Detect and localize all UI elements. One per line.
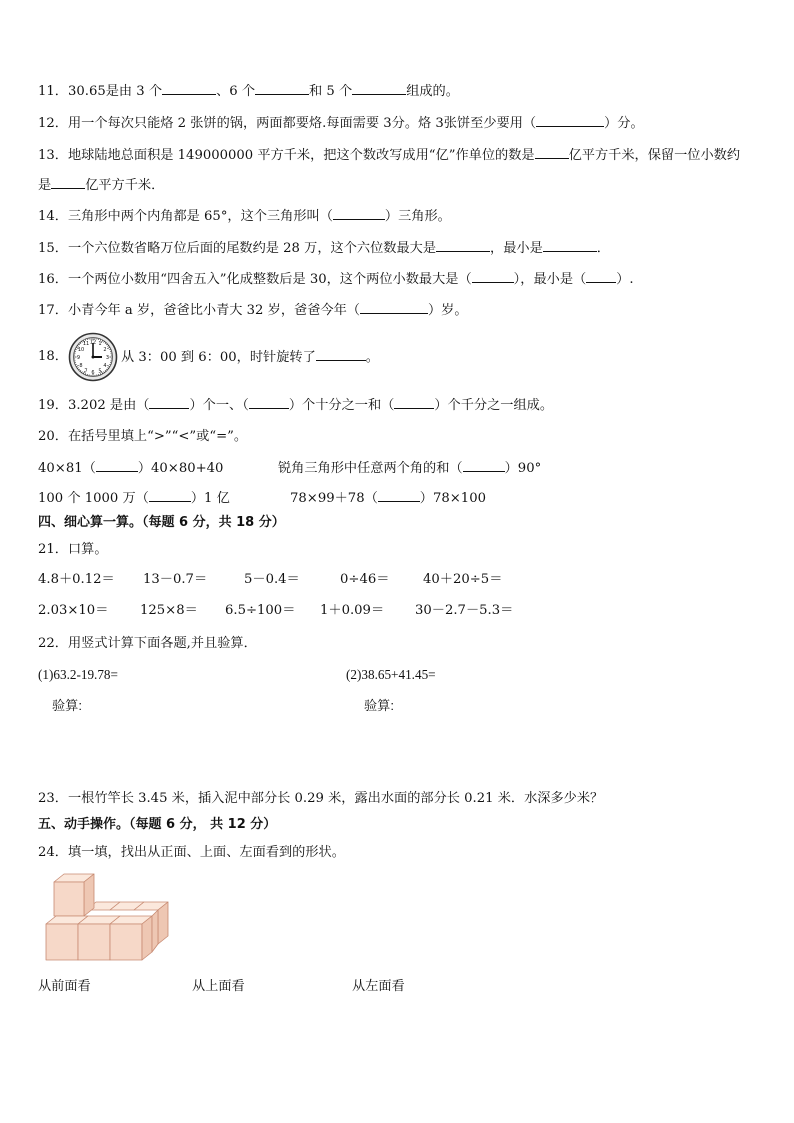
vertical-calc-1: (1)63.2-19.78= (38, 667, 118, 682)
answer-blank[interactable] (536, 114, 604, 127)
compare-item: 100 个 1000 万（ ）1 亿 (38, 491, 230, 506)
view-front-label: 从前面看 (38, 979, 91, 994)
mental-calc-item: 1＋0.09＝ (320, 603, 385, 618)
question-11: 11．30.65是由 3 个 、6 个 和 5 个 组成的。 (38, 84, 459, 99)
svg-text:10: 10 (77, 347, 85, 353)
answer-blank[interactable] (51, 176, 85, 189)
clock-icon (68, 332, 118, 382)
svg-text:9: 9 (76, 355, 81, 361)
answer-blank[interactable] (333, 207, 385, 220)
mental-calc-item: 125×8＝ (140, 603, 198, 618)
compare-item: 78×99＋78（ ）78×100 (290, 491, 486, 506)
question-12: 12．用一个每次只能烙 2 张饼的锅，两面都要烙.每面需要 3分。烙 3张饼至少要用（ ）分。 (38, 116, 644, 131)
answer-blank[interactable] (249, 396, 289, 409)
view-top-label: 从上面看 (192, 979, 245, 994)
mental-calc-item: 4.8＋0.12＝ (38, 572, 115, 587)
mental-calc-item: 5－0.4＝ (244, 572, 300, 587)
vertical-calc-2: (2)38.65+41.45= (346, 667, 436, 682)
question-14: 14．三角形中两个内角都是 65°，这个三角形叫（ ）三角形。 (38, 209, 451, 224)
question-16: 16．一个两位小数用“四舍五入”化成整数后是 30，这个两位小数最大是（ ），最小是（ ）. (38, 272, 634, 287)
question-23: 23．一根竹竿长 3.45 米，插入泥中部分长 0.29 米，露出水面的部分长 0.21 米．水深多少米？ (38, 791, 604, 806)
answer-blank[interactable] (535, 146, 569, 159)
check-label-2: 验算: (364, 698, 395, 713)
question-19: 19．3.202 是由（ ）个一、（ ）个十分之一和（ ）个千分之一组成。 (38, 398, 554, 413)
question-24-title: 24．填一填，找出从正面、上面、左面看到的形状。 (38, 845, 345, 860)
answer-blank[interactable] (352, 82, 406, 95)
view-left-label: 从左面看 (352, 979, 405, 994)
question-18-number: 18． (38, 349, 68, 364)
answer-blank[interactable] (316, 348, 366, 361)
svg-text:1: 1 (98, 341, 102, 347)
mental-calc-item: 2.03×10＝ (38, 603, 109, 618)
section-5-heading: 五、动手操作。（每题 6 分， 共 12 分） (38, 817, 277, 832)
question-18: 从 3：00 到 6：00，时针旋转了 。 (121, 350, 379, 365)
question-13-cont: 是 亿平方千米． (38, 178, 165, 193)
svg-text:5: 5 (98, 368, 102, 375)
question-21-title: 21．口算。 (38, 542, 108, 557)
mental-calc-item: 6.5÷100＝ (225, 603, 296, 618)
check-label-1: 验算: (52, 698, 83, 713)
answer-blank[interactable] (394, 396, 434, 409)
mental-calc-item: 0÷46＝ (340, 572, 390, 587)
answer-blank[interactable] (378, 489, 420, 502)
svg-text:12: 12 (89, 339, 97, 346)
svg-text:8: 8 (79, 363, 83, 369)
compare-item: 40×81（ ）40×80+40 (38, 461, 224, 476)
compare-item: 锐角三角形中任意两个角的和（ ）90° (278, 461, 542, 476)
question-20-title: 20．在括号里填上“>”“<”或“=”。 (38, 429, 248, 444)
cube-stack-figure (42, 870, 172, 962)
answer-blank[interactable] (255, 82, 309, 95)
svg-text:2: 2 (103, 347, 107, 353)
svg-text:3: 3 (105, 355, 110, 361)
svg-text:4: 4 (103, 363, 107, 369)
mental-calc-item: 30－2.7－5.3＝ (415, 603, 514, 618)
answer-blank[interactable] (149, 396, 189, 409)
answer-blank[interactable] (463, 459, 505, 472)
answer-blank[interactable] (586, 270, 616, 283)
answer-blank[interactable] (436, 239, 490, 252)
answer-blank[interactable] (543, 239, 597, 252)
answer-blank[interactable] (162, 82, 216, 95)
svg-text:6: 6 (91, 370, 95, 376)
svg-text:7: 7 (84, 368, 88, 375)
section-4-heading: 四、细心算一算。（每题 6 分，共 18 分） (38, 515, 285, 530)
answer-blank[interactable] (149, 489, 191, 502)
answer-blank[interactable] (472, 270, 514, 283)
answer-blank[interactable] (360, 301, 428, 314)
mental-calc-item: 40＋20÷5＝ (423, 572, 503, 587)
question-13: 13．地球陆地总面积是 149000000 平方千米，把这个数改写成用“亿”作单位的数是 亿平方千米，保留一位小数约 (38, 148, 741, 163)
answer-blank[interactable] (96, 459, 138, 472)
question-17: 17．小青今年 a 岁，爸爸比小青大 32 岁，爸爸今年（ ）岁。 (38, 303, 468, 318)
mental-calc-item: 13－0.7＝ (143, 572, 208, 587)
question-22-title: 22．用竖式计算下面各题,并且验算． (38, 636, 257, 651)
question-15: 15．一个六位数省略万位后面的尾数约是 28 万，这个六位数最大是 ，最小是 ． (38, 241, 610, 256)
svg-text:11: 11 (82, 341, 90, 347)
